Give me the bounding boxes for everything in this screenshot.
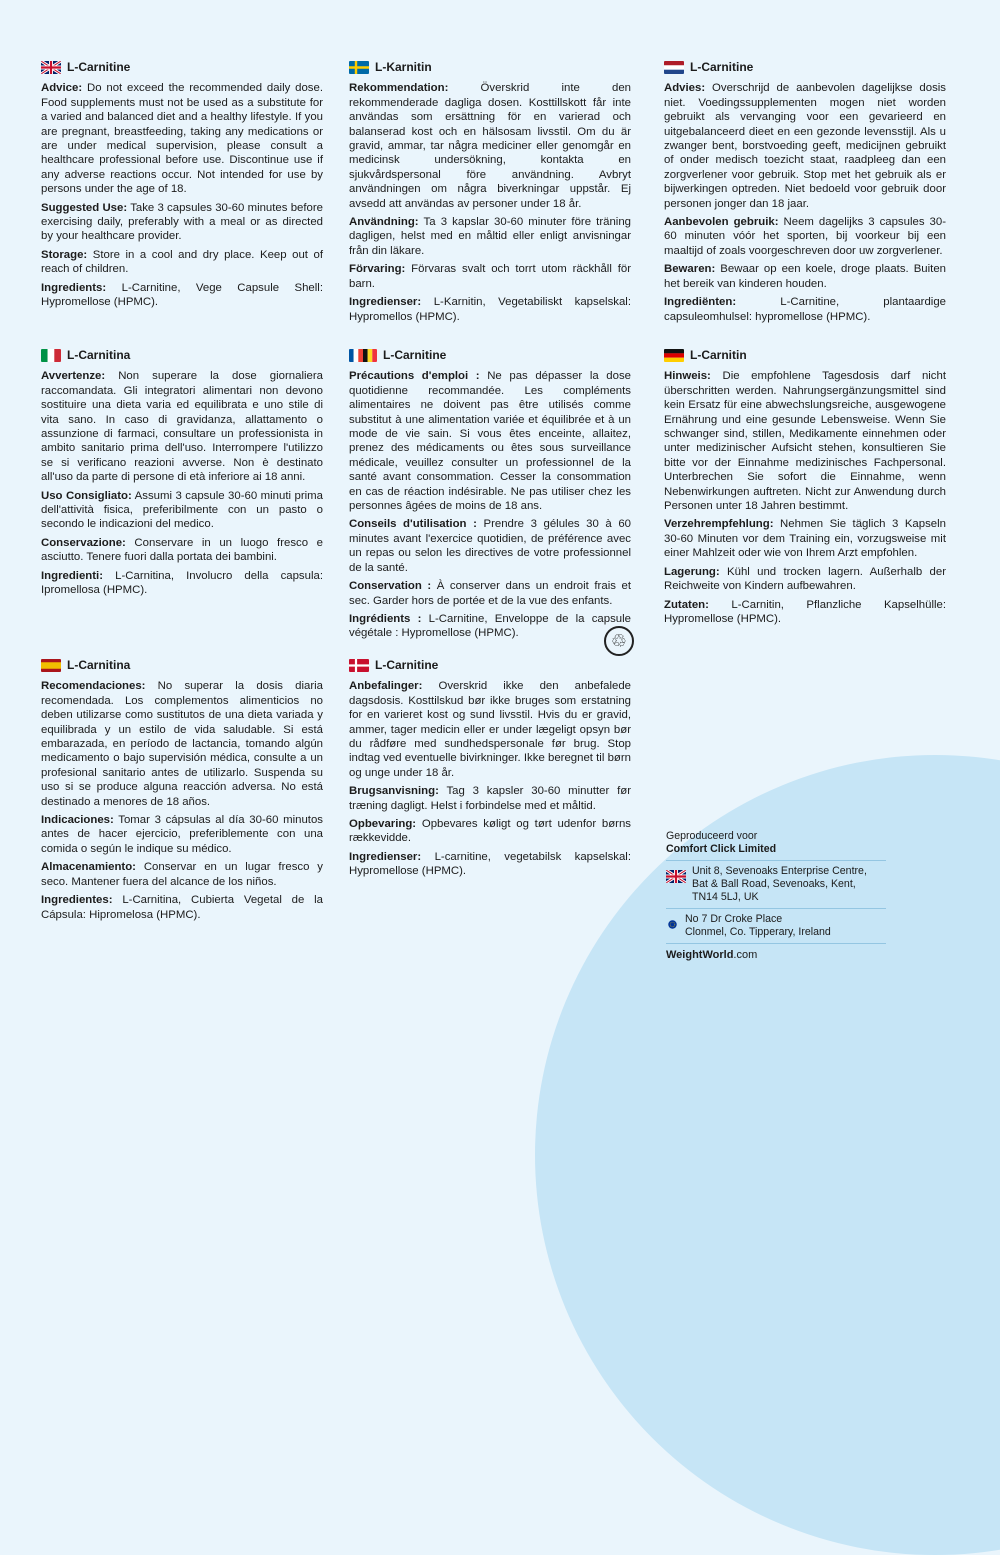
paragraph-label: Användning: [349,216,419,229]
address-line: Clonmel, Co. Tipperary, Ireland [685,926,831,938]
paragraph-text: Överskrid inte den rekommenderade dagliga dosen. Kosttillskott får inte användas som ersättning för en varierad och balanserad kost och en hälsosam livsstil. Om du är gravid, ammar, tar några mediciner eller genomgår en medicinsk undersökning, kontakta en sjukvårdspersonal före användning. Avbryt användningen om några biverkningar uppstår. Ej avsedd att användas av personer under 18 år. [349,82,631,210]
paragraph-text: No superar la dosis diaria recomendada. Los complementos alimenticios no deben utilizarse como sustitutos de una dieta variada y equilibrada y un estilo de vida saludable. Si está embarazada, en período de lactancia, tomando algún medicamento o bajo supervisión médica, consulte a un profesional sanitario antes de utilizarlo. Suspenda su uso si se produce alguna reacción adversa. No está destinado a menores de 18 años. [41,680,323,808]
paragraph-text: Ta 3 kapslar 30-60 minuter före träning dagligen, helst med en måltid eller enligt anvisningar från din läkare. [349,216,631,257]
paragraph [664,517,946,560]
flag-dk-icon [349,659,369,672]
paragraph-label: Ingredienser: [349,850,422,863]
paragraph-text: Die empfohlene Tagesdosis darf nicht überschritten werden. Nahrungsergänzungsmittel sind kein Ersatz für eine abwechslungsreiche, ausgewogene Ernährung und eine gesunde Lebensweise. Wenn Sie schwanger sind, stillen, Medikamente einnehmen oder unter medizinischer Aufsicht stehen, konsultieren Sie bitte vor der Einnahme medizinisches Fachpersonal. Unterbrechen Sie sofort die Einnahme, wenn Nebenwirkungen auftreten. Nicht zur Anwendung durch Personen unter 18 Jahren bestimmt. [664,370,947,513]
section-header [349,658,631,672]
paragraph-text: Bewaar op een koele, droge plaats. Buiten het bereik van kinderen houden. [664,263,947,290]
paragraph-label: Brugsanvisning: [349,785,439,798]
paragraph-text: Förvaras svalt och torrt utom räckhåll för barn. [349,263,631,290]
paragraph-label: Aanbevolen gebruik: [664,216,779,229]
paragraph-text: L-Carnitine, Enveloppe de la capsule végétale : Hypromellose (HPMC). [349,612,631,640]
paragraph-label: Uso Consigliato: [41,489,132,502]
section-es [41,658,323,926]
flag-nl-icon [664,61,684,74]
paragraph-label: Ingredients: [41,281,107,294]
paragraph [664,565,946,594]
paragraph-label: Recomendaciones: [41,680,146,693]
paragraph [664,215,946,258]
paragraph [349,612,631,641]
section-de [664,348,946,630]
paragraph-label: Advice: [41,82,83,95]
address-line: Bat & Ball Road, Sevenoaks, Kent, [692,878,856,890]
paragraph-label: Conseils d'utilisation : [349,518,477,531]
paragraph [41,569,323,598]
section-title: L-Karnitin [375,60,432,74]
paragraph-text: Store in a cool and dry place. Keep out of reach of children. [41,248,323,276]
paragraph-text: Overskrid ikke den anbefalede dagsdosis. Kosttilskud bør ikke bruges som erstatning for en varieret kost og sund livsstil. Hvis du er gravid, ammer, tager medicin eller er under lægeligt opsyn bør du rådføre med sundhedspersonale før brug. Stop indtag ved eventuelle bivirkninger. Ikke beregnet til børn og unge under 18 år. [349,680,631,779]
paragraph [349,784,631,813]
section-title: L-Carnitine [383,348,447,362]
paragraph-text: À conserver dans un endroit frais et sec. Garder hors de portée et de la vue des enfants. [349,580,631,607]
paragraph-label: Storage: [41,248,88,261]
paragraph-label: Bewaren: [664,263,716,276]
paragraph-label: Ingrediënten: [664,296,737,309]
paragraph-text: Kühl und trocken lagern. Außerhalb der Reichweite von Kindern aufbewahren. [664,565,946,593]
website-link[interactable]: WeightWorld.com [666,949,758,961]
paragraph-text: Prendre 3 gélules 30 à 60 minutes avant l'exercice quotidien, de préférence avec un repas ou selon les directives de votre professionnel de la santé. [349,518,632,574]
address-row [666,860,886,908]
section-header [41,60,323,74]
section-fr [349,348,631,645]
paragraph [664,262,946,291]
address-row [666,908,886,944]
paragraph-label: Advies: [664,82,706,95]
section-header [349,348,631,362]
paragraph-text: L-Carnitine, Vege Capsule Shell: Hypromellose (HPMC). [41,281,323,309]
paragraph-label: Avvertenze: [41,370,106,383]
paragraph-text: L-Carnitina, Involucro della capsula: Ipromellosa (HPMC). [41,569,323,597]
paragraph-label: Lagerung: [664,565,720,578]
section-title: L-Carnitin [690,348,747,362]
section-title: L-Carnitine [375,658,439,672]
paragraph-text: Tomar 3 cápsulas al día 30-60 minutos antes de hacer ejercicio, preferiblemente con una comida o según le indique su médico. [41,814,323,855]
section-en [41,60,323,314]
manufacturer-company: Comfort Click Limited [666,843,777,855]
paragraph-label: Rekommendation: [349,82,449,95]
flag-se-icon [349,61,369,74]
paragraph-text: Non superare la dose giornaliera raccomandata. Gli integratori alimentari non devono sostituire una dieta varia ed equilibrata e uno stile di vita sano. In caso di gravidanza, allattamento o assunzione di farmaci, consultare un professionista in ambito sanitario prima dell'uso. Interrompere l'utilizzo se si verificano reazioni avverse. Non è destinato all'uso da parte di persone di età inferiore ai 18 anni. [41,370,323,484]
flag-de-icon [664,349,684,362]
paragraph [41,281,323,310]
manufacturer-block [666,830,886,962]
section-it [41,348,323,602]
section-sv [349,60,631,328]
section-header [664,60,946,74]
address-line: TN14 5LJ, UK [692,891,759,903]
paragraph-label: Hinweis: [664,370,711,383]
paragraph-text: Tag 3 kapsler 30-60 minutter før træning dagligt. Helst i forbindelse med et måltid. [349,785,632,812]
paragraph-label: Ingredienti: [41,569,104,582]
paragraph [41,813,323,856]
paragraph [41,860,323,889]
paragraph [41,893,323,922]
section-title: L-Carnitina [67,348,131,362]
paragraph [41,489,323,532]
paragraph-text: Overschrijd de aanbevolen dagelijkse dosis niet. Voedingssupplementen mogen niet worden gebruikt als vervanging voor een gevarieerd en uitgebalanceerd dieet en een gezonde levensstijl. Als u zwanger bent, borstvoeding geeft, medicijnen gebruikt of onder medisch toezicht staat, raadpleeg dan een zorgverlener voor gebruik. Stop met het gebruik als er bijwerkingen optreden. Niet bedoeld voor gebruik door personen jonger dan 18 jaar. [664,82,946,210]
paragraph-text: L-carnitine, vegetabilsk kapselskal: Hypromellose (HPMC). [349,850,631,878]
paragraph-text: L-Carnitin, Pflanzliche Kapselhülle: Hypromellose (HPMC). [664,598,947,625]
flag-frbe-icon [349,349,377,362]
section-title: L-Carnitina [67,658,131,672]
paragraph-label: Verzehrempfehlung: [664,518,774,531]
paragraph-label: Anbefalinger: [349,680,423,693]
paragraph-label: Conservation : [349,580,432,593]
paragraph-label: Ingredientes: [41,894,113,907]
paragraph-text: L-Carnitine, plantaardige capsuleomhulsel: hypromellose (HPMC). [664,296,946,323]
address-line: Unit 8, Sevenoaks Enterprise Centre, [692,865,867,877]
paragraph [41,201,323,244]
paragraph [349,850,631,879]
address-text [692,865,867,904]
paragraph [664,295,946,324]
paragraph-text: Conservar en un lugar fresco y seco. Mantener fuera del alcance de los niños. [41,861,323,888]
paragraph-text: Assumi 3 capsule 30-60 minuti prima dell'attività fisica, preferibilmente con un pasto o secondo le indicazioni del medico. [41,489,323,531]
section-title: L-Carnitine [690,60,754,74]
paragraph [41,369,323,484]
address-text [685,913,831,939]
paragraph [349,679,631,780]
paragraph-label: Suggested Use: [41,201,128,214]
flag-uk-icon [41,61,61,74]
paragraph-text: Conservare in un luogo fresco e asciutto. Tenere fuori dalla portata dei bambini. [41,536,323,564]
paragraph [664,598,946,627]
paragraph [349,295,631,324]
paragraph [349,817,631,846]
paragraph [41,81,323,196]
paragraph-label: Opbevaring: [349,818,417,831]
paragraph-text: Take 3 capsules 30-60 minutes before exercising daily, preferably with a meal or as directed by your healthcare provider. [41,201,323,243]
paragraph [41,248,323,277]
paragraph [349,369,631,513]
flag-es-icon [41,659,61,672]
paragraph-text: Opbevares køligt og tørt udenfor børns rækkevidde. [349,818,631,845]
paragraph [664,81,946,211]
flag-eu-icon [666,913,679,939]
address-line: No 7 Dr Croke Place [685,913,783,925]
paragraph [664,369,946,513]
paragraph-label: Almacenamiento: [41,861,136,874]
paragraph [349,215,631,258]
paragraph-text: Ne pas dépasser la dose quotidienne recommandée. Les compléments alimentaires ne doivent pas être utilisés comme substitut à une alimentation variée et équilibrée et à un mode de vie sain. Si vous êtes enceinte, allaitez, prenez des médicaments ou êtes sous surveillance médicale, veuillez consulter un professionnel de la santé avant consommation. Cesser la consommation en cas de réaction indésirable. Ne pas utiliser chez les personnes âgées de moins de 18 ans. [349,370,631,513]
paragraph-text: Nehmen Sie täglich 3 Kapseln 30-60 Minuten vor dem Training ein, vorzugsweise mit einer Mahlzeit oder wie von Ihrem Arzt empfohlen. [664,518,946,560]
section-header [349,60,631,74]
paragraph-label: Förvaring: [349,263,406,276]
manufacturer-intro: Geproduceerd voor [666,830,758,842]
section-header [41,348,323,362]
paragraph-label: Ingrédients : [349,612,422,625]
flag-uk-icon [666,865,686,904]
section-header [664,348,946,362]
paragraph [41,536,323,565]
paragraph-text: L-Karnitin, Vegetabiliskt kapselskal: Hypromellos (HPMC). [349,296,632,323]
paragraph-label: Précautions d'emploi : [349,370,480,383]
paragraph [349,81,631,211]
paragraph-label: Ingredienser: [349,296,422,309]
paragraph [349,262,631,291]
paragraph-label: Indicaciones: [41,814,114,827]
section-title: L-Carnitine [67,60,131,74]
paragraph-text: Neem dagelijks 3 capsules 30-60 minuten vóór het sporten, bij voorkeur bij een maaltijd of zoals voorgeschreven door uw zorgverlener. [664,216,946,257]
paragraph [349,579,631,608]
section-da [349,658,631,883]
paragraph-label: Conservazione: [41,536,126,549]
flag-it-icon [41,349,61,362]
paragraph [349,517,631,575]
paragraph-label: Zutaten: [664,598,709,611]
paragraph [41,679,323,809]
section-nl [664,60,946,328]
recycle-bin-icon: ♲ [604,626,634,656]
paragraph-text: Do not exceed the recommended daily dose. Food supplements must not be used as a substitute for a varied and balanced diet and a healthy lifestyle. If you are pregnant, breastfeeding, taking any medications or are under medical supervision, please consult a healthcare professional before use. Discontinue use if any adverse reactions occur. Not intended for use by persons under the age of 18. [41,82,323,196]
section-header [41,658,323,672]
paragraph-text: L-Carnitina, Cubierta Vegetal de la Cápsula: Hipromelosa (HPMC). [41,894,323,921]
